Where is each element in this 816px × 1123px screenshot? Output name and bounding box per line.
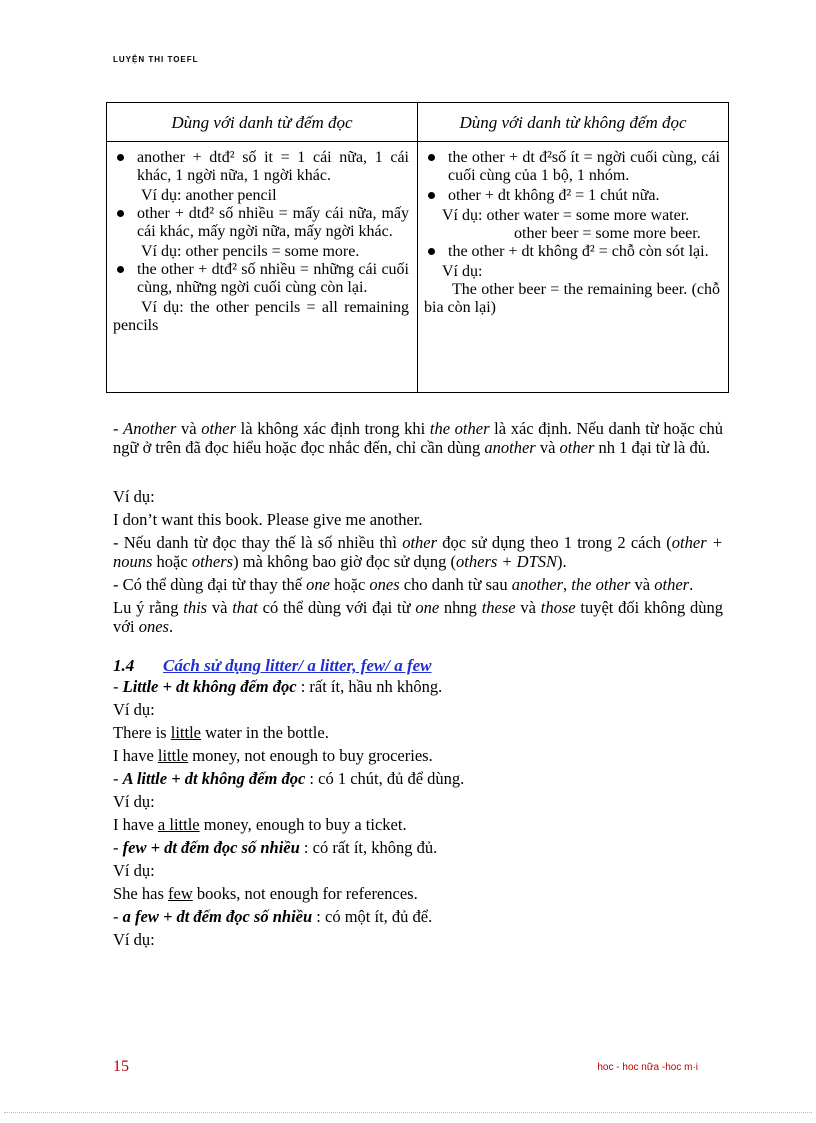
- example-text: Ví dụ: another pencil: [141, 187, 277, 204]
- uncountable-column: [418, 103, 728, 392]
- example-sentence: She has few books, not enough for references.: [113, 884, 418, 903]
- rule-line: - a few + dt đếm đọc số nhiều : có một ít, đủ để.: [113, 907, 433, 926]
- paragraph: - Another và other là không xác định trong khi the other là xác định. Nếu danh từ hoặc chủ ngữ ở trên đã đọc hiểu hoặc đọc nhắc đến, chỉ cần dùng another và other nh 1 đại từ là đủ.: [113, 419, 723, 457]
- rule-line: - A little + dt không đếm đọc : có 1 chút, đủ để dùng.: [113, 769, 465, 788]
- example-label: Ví dụ:: [113, 700, 155, 719]
- table-item: other + dt không đ² = 1 chút nữa.: [424, 187, 720, 205]
- example-text: Ví dụ: other pencils = some more.: [141, 243, 360, 260]
- example-sentence: I have little money, not enough to buy groceries.: [113, 746, 433, 765]
- paragraph: - Nếu danh từ đọc thay thế là số nhiều thì other đọc sử dụng theo 1 trong 2 cách (other + nouns hoặc others) mà không bao giờ đọc sử dụng (others + DTSN).: [113, 533, 723, 571]
- example-label: Ví dụ:: [113, 861, 155, 880]
- paragraph: - Có thể dùng đại từ thay thế one hoặc ones cho danh từ sau another, the other và other.: [113, 575, 694, 594]
- example-text: Ví dụ: other water = some more water.: [442, 207, 690, 224]
- countable-column: [107, 103, 417, 392]
- example-label: Ví dụ:: [113, 930, 155, 949]
- running-header: LUYỆN THI TOEFL: [113, 55, 199, 64]
- grammar-table: [106, 102, 729, 393]
- uncountable-header: Dùng với danh từ không đếm đọc: [459, 113, 687, 132]
- paragraph: Lu ý rằng this và that có thể dùng với đại từ one nhng these và those tuyệt đối không dùng với ones.: [113, 598, 724, 636]
- example-text: The other beer = the remaining beer. (chỗ bia còn lại): [424, 281, 720, 316]
- table-item: the other + dt đ²số ít = ngời cuối cùng, cái cuối cùng của 1 bộ, 1 nhóm.: [424, 149, 720, 185]
- footer-divider: [4, 1112, 812, 1113]
- example-text: Ví dụ: the other pencils = all remaining pencils: [113, 299, 409, 334]
- table-item: the other + dtđ² số nhiều = những cái cuối cùng, những ngời cuối cùng còn lại.: [113, 261, 409, 297]
- table-item: another + dtđ² số it = 1 cái nữa, 1 cái khác, 1 ngời nữa, 1 ngời khác.: [113, 149, 409, 185]
- table-item: the other + dt không đ² = chỗ còn sót lại.: [424, 243, 720, 261]
- section-title-link[interactable]: Cách sử dụng litter/ a litter, few/ a few: [163, 656, 432, 675]
- table-item: other + dtđ² số nhiều = mấy cái nữa, mấy cái khác, mấy ngời nữa, mấy ngời khác.: [113, 205, 409, 241]
- page-number: 15: [113, 1058, 129, 1075]
- body-content: [113, 419, 723, 953]
- example-label: Ví dụ:: [113, 487, 155, 506]
- section-heading: [113, 656, 723, 675]
- rule-line: - few + dt đếm đọc số nhiều : có rất ít, không đủ.: [113, 838, 438, 857]
- example-sentence: I don’t want this book. Please give me another.: [113, 510, 423, 529]
- example-sentence: I have a little money, enough to buy a ticket.: [113, 815, 407, 834]
- footer-text: hoc - hoc nữa -hoc m·i: [597, 1062, 698, 1073]
- example-label: Ví dụ:: [113, 792, 155, 811]
- example-sentence: There is little water in the bottle.: [113, 723, 329, 742]
- example-text: Ví dụ:: [442, 263, 483, 280]
- countable-header: Dùng với danh từ đếm đọc: [171, 113, 353, 132]
- rule-line: - Little + dt không đếm đọc : rất ít, hầu nh không.: [113, 677, 443, 696]
- section-number: 1.4: [113, 656, 135, 675]
- example-text: other beer = some more beer.: [514, 225, 701, 242]
